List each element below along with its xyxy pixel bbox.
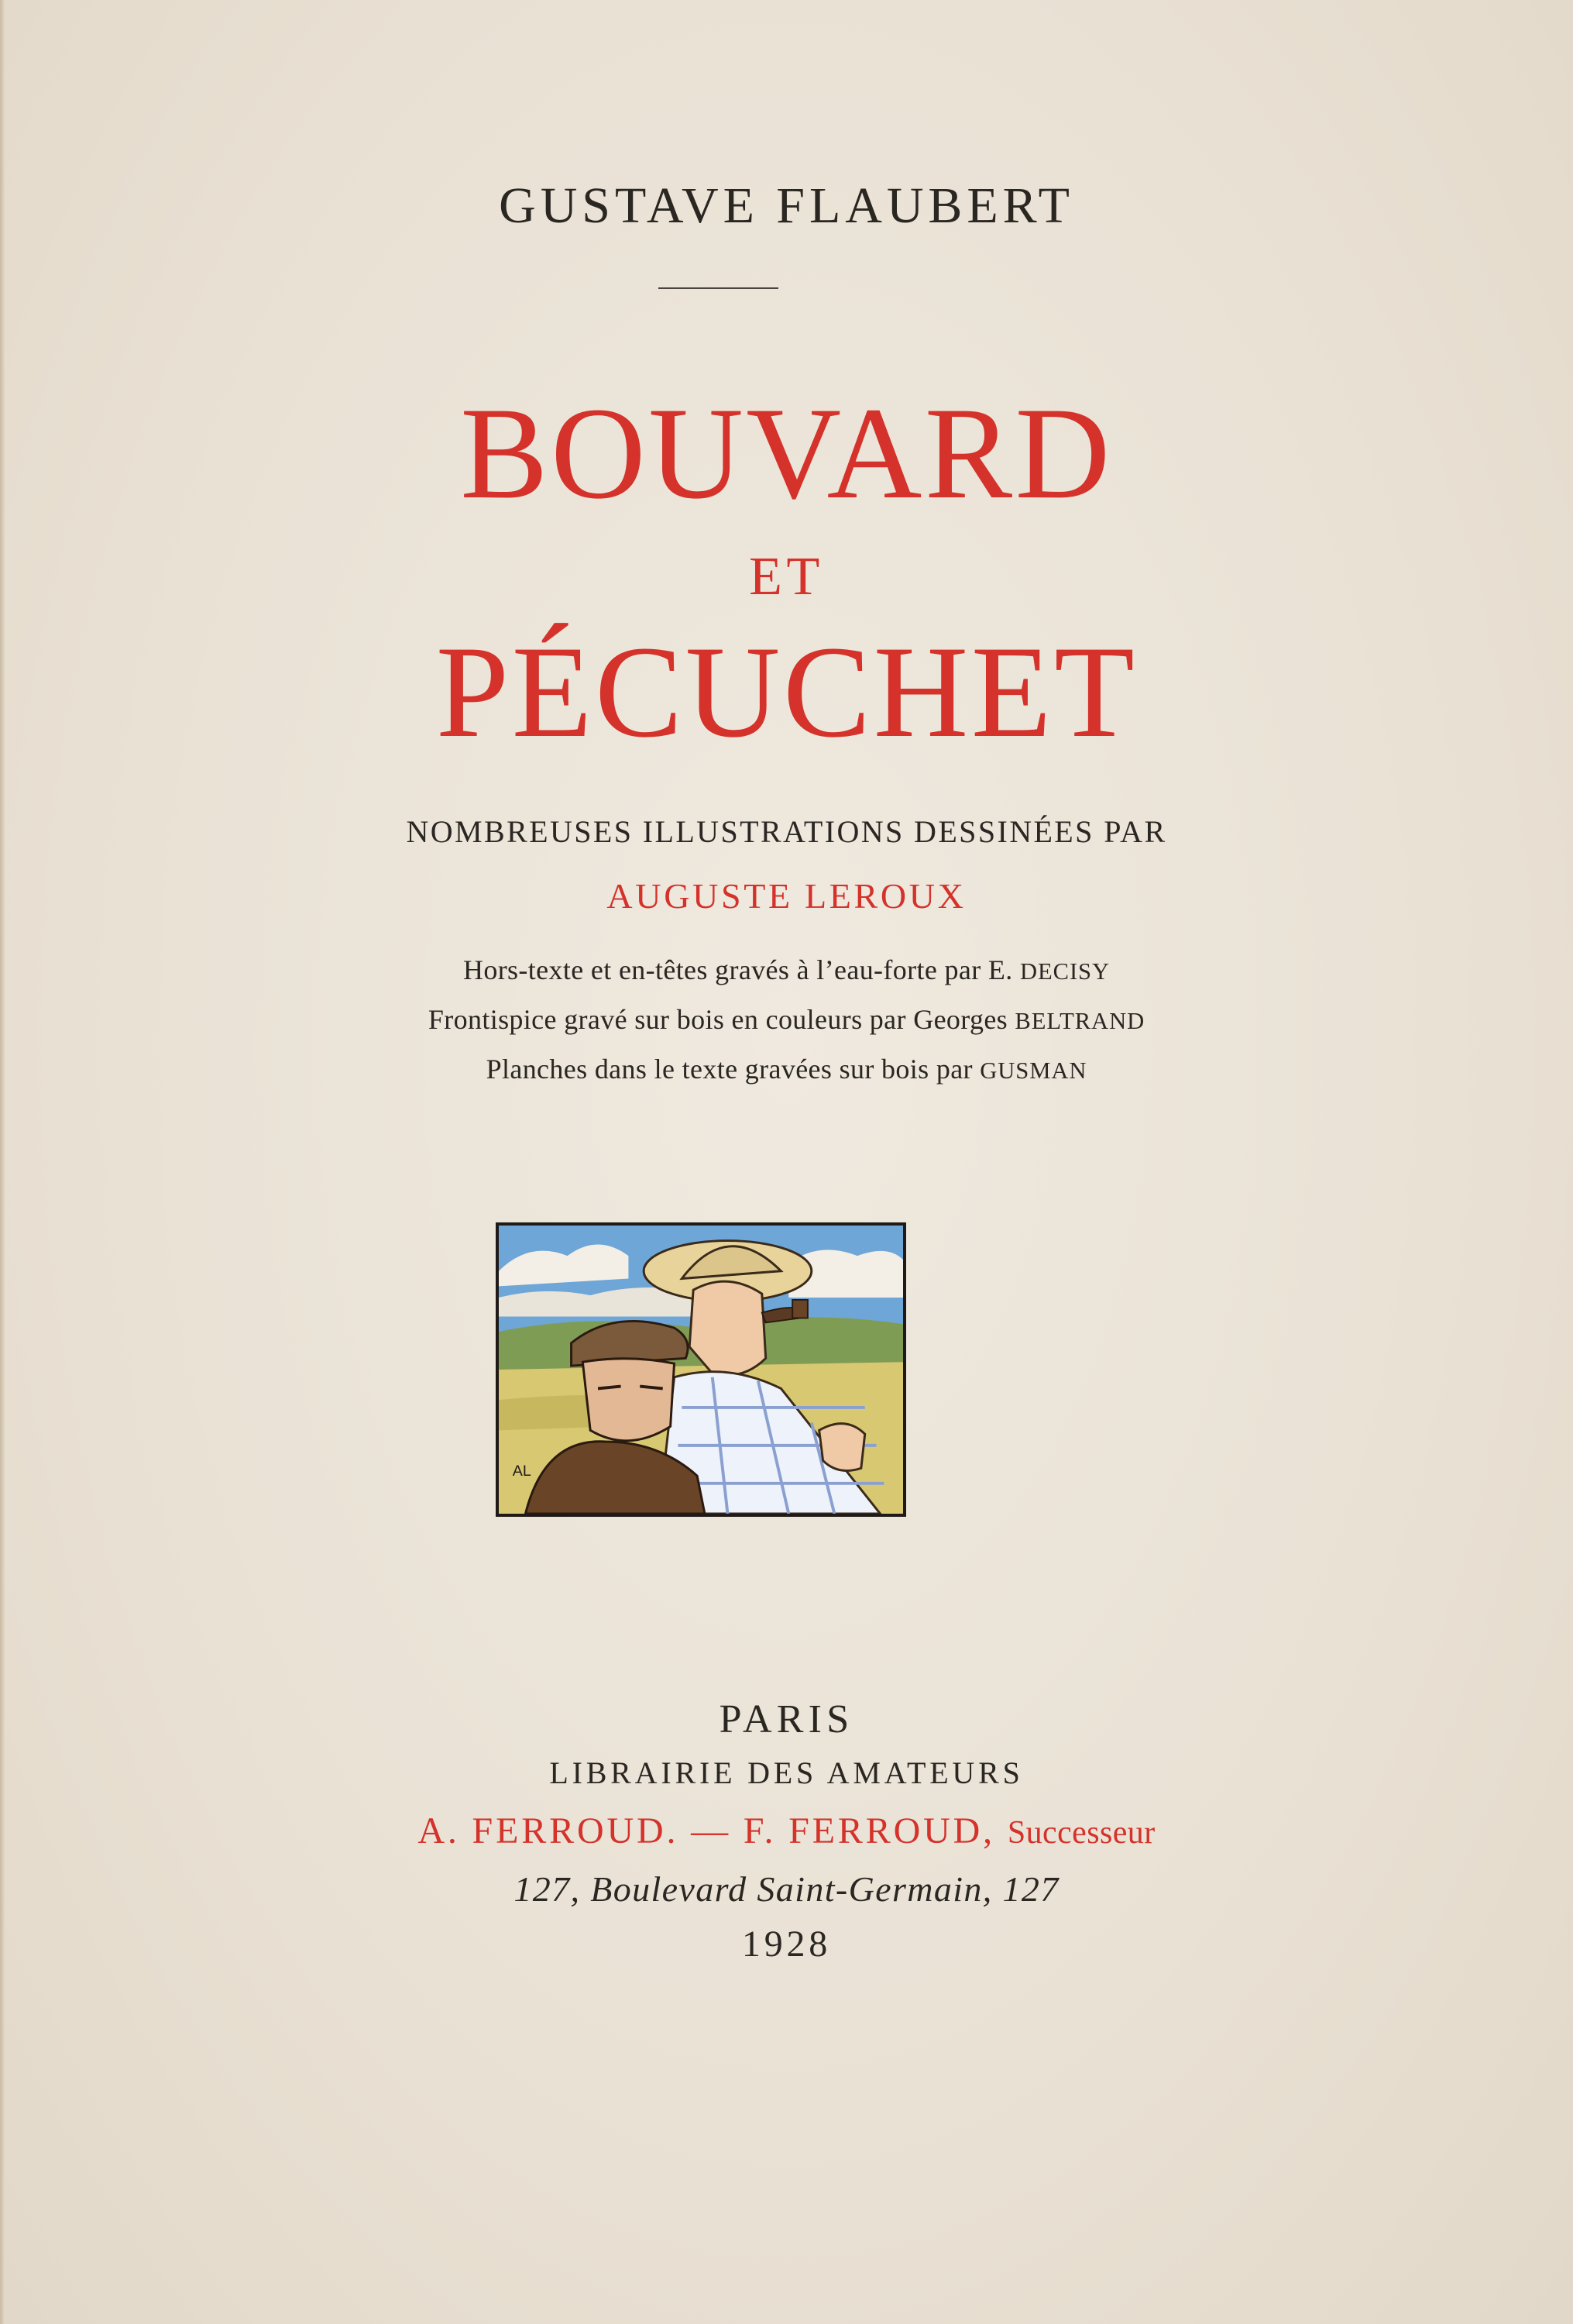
imprint-publisher-names [0, 1810, 1573, 1852]
engraving-credit-3 [0, 1053, 1573, 1085]
credit-text: Planches dans le texte gravées sur bois par [486, 1054, 981, 1085]
title-line-3: PÉCUCHET [435, 619, 1138, 765]
credit-engraver: GUSMAN [980, 1057, 1087, 1084]
page-edge [0, 0, 5, 2324]
imprint-publisher: LIBRAIRIE DES AMATEURS [549, 1755, 1024, 1790]
title-line-1: BOUVARD [460, 380, 1113, 526]
two-men-illustration [499, 1226, 903, 1514]
artist-monogram: AL [512, 1463, 531, 1480]
credit-text: Hors-texte et en-têtes gravés à l’eau-forte par E. [462, 954, 1020, 985]
engraving-credit-2 [0, 1003, 1573, 1036]
divider-rule [658, 287, 778, 289]
imprint-city: PARIS [719, 1697, 854, 1741]
vignette-illustration [496, 1222, 906, 1517]
author-name: GUSTAVE FLAUBERT [499, 177, 1074, 234]
credit-engraver: DECISY [1020, 958, 1110, 985]
illustrations-intro: NOMBREUSES ILLUSTRATIONS DESSINÉES PAR [406, 814, 1167, 849]
illustrator-name: AUGUSTE LEROUX [606, 876, 967, 916]
imprint-address: 127, Boulevard Saint-Germain, 127 [513, 1869, 1060, 1909]
imprint-year: 1928 [741, 1923, 832, 1965]
successor-label: Successeur [1007, 1815, 1156, 1851]
credit-text: Frontispice gravé sur bois en couleurs par Georges [428, 1004, 1015, 1035]
engraving-credit-1 [0, 954, 1573, 986]
title-line-2: ET [749, 547, 824, 607]
publisher-names-text: A. FERROUD. — F. FERROUD, [417, 1810, 995, 1851]
credit-engraver: BELTRAND [1015, 1008, 1145, 1034]
